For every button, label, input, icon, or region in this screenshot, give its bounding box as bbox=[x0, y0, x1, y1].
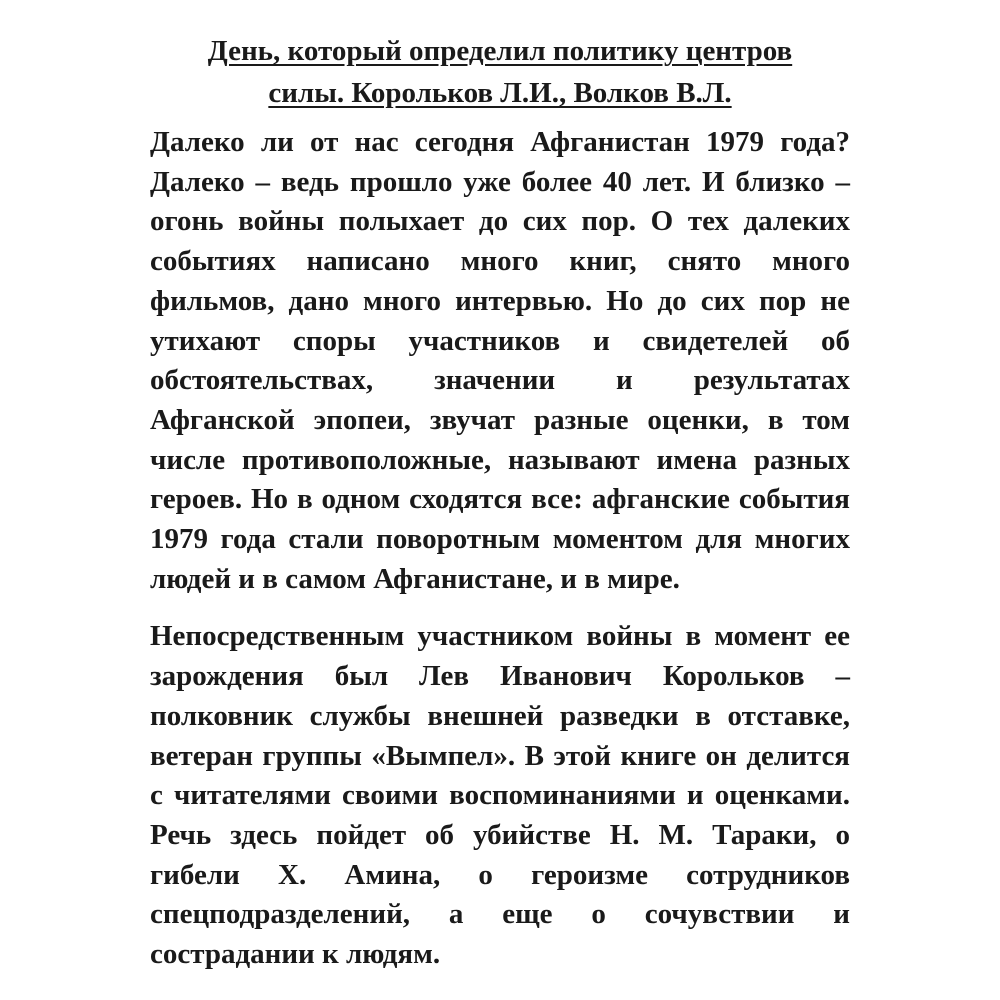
paragraph-line: обстоятельствах, значении и результатах bbox=[150, 364, 850, 397]
paragraph-line: Афганской эпопеи, звучат разные оценки, в том bbox=[150, 403, 850, 436]
paragraph-line: Непосредственным участником войны в момент ее bbox=[150, 620, 850, 653]
paragraph-line: спецподразделений, а еще о сочувствии и bbox=[150, 898, 850, 931]
paragraph-line: героев. Но в одном сходятся все: афганские события bbox=[150, 483, 850, 516]
paragraph-line: Речь здесь пойдет об убийстве Н. М. Тараки, о bbox=[150, 818, 850, 851]
paragraph-line: ветеран группы «Вымпел». В этой книге он делится bbox=[150, 739, 850, 772]
paragraph-2 bbox=[150, 617, 850, 974]
paragraph-line: людей и в самом Афганистане, и в мире. bbox=[150, 562, 680, 595]
title-line-1: День, который определил политику центров bbox=[207, 35, 793, 67]
paragraph-line: зарождения был Лев Иванович Корольков – bbox=[150, 660, 850, 693]
paragraph-line: с читателями своими воспоминаниями и оценками. bbox=[150, 779, 850, 812]
document-title bbox=[150, 30, 850, 114]
paragraph-line: 1979 года стали поворотным моментом для многих bbox=[150, 523, 850, 556]
paragraph-line: числе противоположные, называют имена разных bbox=[150, 443, 850, 476]
paragraph-line: Далеко ли от нас сегодня Афганистан 1979 года? bbox=[150, 126, 850, 158]
paragraph-line: огонь войны полыхает до сих пор. О тех далеких bbox=[150, 205, 850, 238]
title-line-2: силы. Корольков Л.И., Волков В.Л. bbox=[268, 77, 732, 109]
paragraph-line: полковник службы внешней разведки в отставке, bbox=[150, 699, 850, 732]
document-page bbox=[150, 30, 850, 975]
paragraph-line: сострадании к людям. bbox=[150, 938, 441, 971]
paragraph-line: Далеко – ведь прошло уже более 40 лет. И близко – bbox=[150, 165, 850, 198]
paragraph-line: событиях написано много книг, снято много bbox=[150, 245, 850, 278]
paragraph-line: утихают споры участников и свидетелей об bbox=[150, 324, 850, 357]
paragraph-1 bbox=[150, 123, 850, 599]
paragraph-line: гибели Х. Амина, о героизме сотрудников bbox=[150, 858, 850, 891]
paragraph-line: фильмов, дано много интервью. Но до сих пор не bbox=[150, 284, 850, 317]
